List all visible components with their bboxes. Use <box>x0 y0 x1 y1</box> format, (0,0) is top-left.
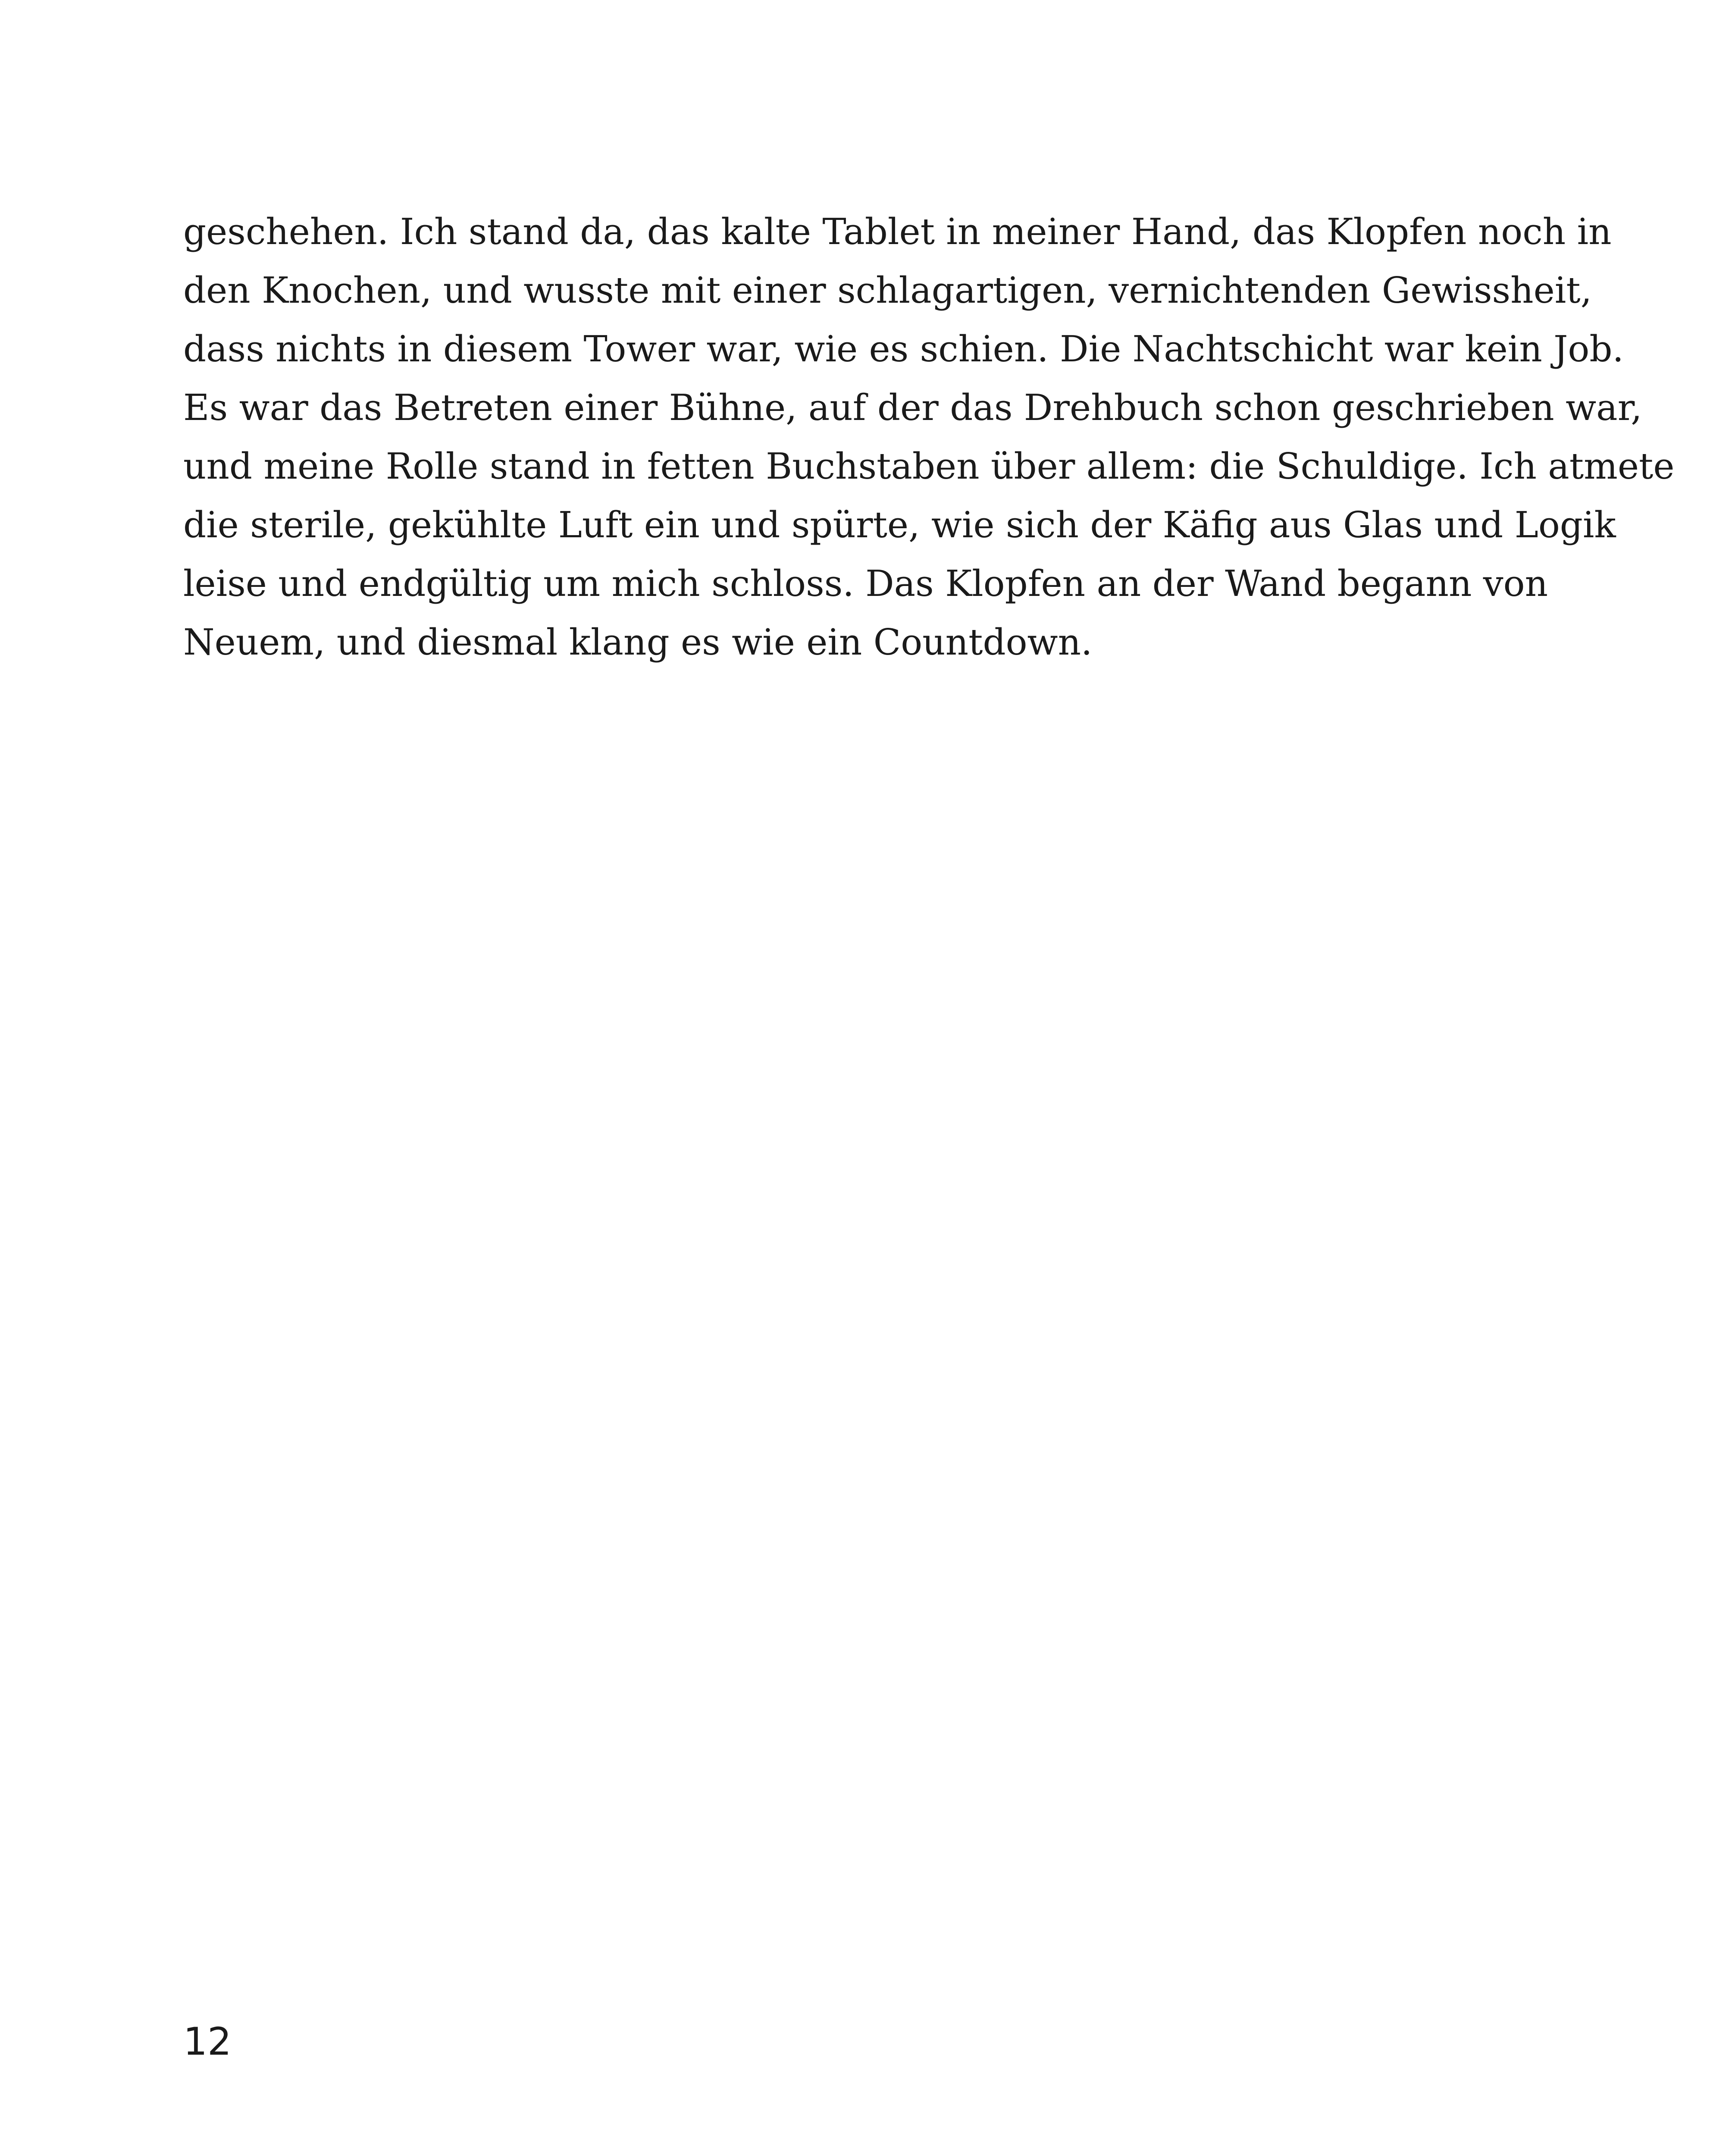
text-line: dass nichts in diesem Tower war, wie es schien. Die Nachtschicht war kein Job. <box>183 328 1624 370</box>
text-line: die sterile, gekühlte Luft ein und spürte, wie sich der Käfig aus Glas und Logik <box>183 504 1616 546</box>
text-line: geschehen. Ich stand da, das kalte Tablet in meiner Hand, das Klopfen noch in <box>183 211 1612 253</box>
body-paragraph <box>183 203 1675 672</box>
page-number: 12 <box>183 2019 232 2064</box>
text-line: und meine Rolle stand in fetten Buchstaben über allem: die Schuldige. Ich atmete <box>183 445 1675 487</box>
text-line: den Knochen, und wusste mit einer schlagartigen, vernichtenden Gewissheit, <box>183 270 1592 311</box>
text-line: Es war das Betreten einer Bühne, auf der das Drehbuch schon geschrieben war, <box>183 387 1642 429</box>
text-line: leise und endgültig um mich schloss. Das Klopfen an der Wand begann von <box>183 563 1548 605</box>
text-line: Neuem, und diesmal klang es wie ein Countdown. <box>183 621 1093 663</box>
